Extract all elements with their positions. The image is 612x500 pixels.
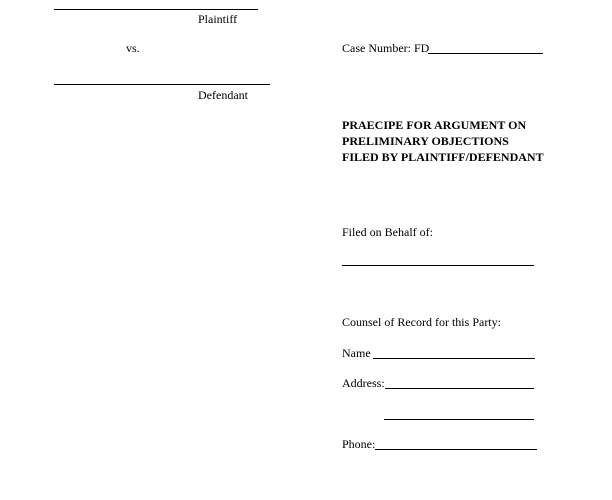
versus-label: vs. [126,41,140,55]
counsel-of-record-label: Counsel of Record for this Party: [342,315,501,329]
defendant-signature-line[interactable] [54,84,270,85]
plaintiff-label: Plaintiff [198,12,238,26]
address-field-line-1[interactable] [385,388,534,389]
plaintiff-signature-line[interactable] [54,9,258,10]
document-title [342,117,544,165]
name-field-line[interactable] [373,358,535,359]
case-number-label: Case Number: FD [342,41,430,55]
phone-label: Phone: [342,437,376,451]
address-field-line-2[interactable] [384,419,534,420]
document-title-line-3: FILED BY PLAINTIFF/DEFENDANT [342,150,544,164]
case-number-field-line[interactable] [428,53,543,54]
name-label: Name [342,346,371,360]
phone-field-line[interactable] [375,449,537,450]
defendant-label: Defendant [198,88,248,102]
document-title-line-2: PRELIMINARY OBJECTIONS [342,134,509,148]
document-title-line-1: PRAECIPE FOR ARGUMENT ON [342,118,527,132]
filed-on-behalf-field-line[interactable] [342,265,534,266]
address-label: Address: [342,376,385,390]
filed-on-behalf-label: Filed on Behalf of: [342,225,433,239]
